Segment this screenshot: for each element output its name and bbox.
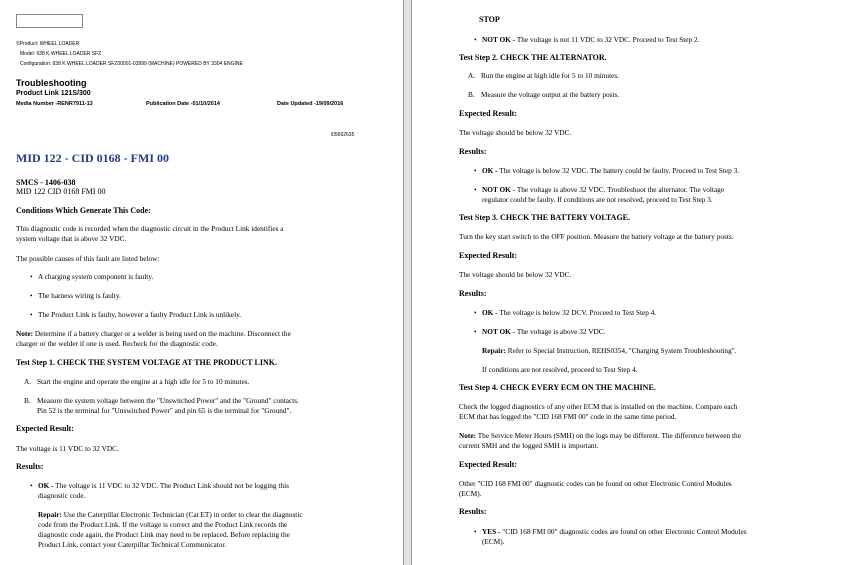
step4-line-1: Check the logged diagnostics of any other ECM that is installed on the machine. Compare each: [459, 402, 738, 411]
expected-heading: Expected Result:: [16, 424, 74, 433]
media-number: Media Number -RENR7911-13: [16, 101, 93, 107]
expected3-text: The voltage should be below 32 VDC.: [459, 270, 572, 279]
stop-label: STOP: [479, 15, 500, 24]
results4-heading: Results:: [459, 507, 487, 516]
step2-b-text: Measure the voltage output at the battery posts.: [481, 90, 620, 99]
note4-line-2: current SMH and the logged SMH is important.: [459, 441, 599, 450]
step1-a-text: Start the engine and operate the engine at a high idle for 5 to 10 minutes.: [37, 377, 250, 386]
publication-date: Publication Date -01/10/2014: [146, 101, 220, 107]
step4-line-2: ECM that has logged the "CID 168 FMI 00" code in the same time period.: [459, 412, 677, 421]
notok1-label: NOT OK -: [482, 35, 516, 44]
result-notok-3: [482, 327, 605, 337]
results2-heading: Results:: [459, 147, 487, 156]
repair-line-3: diagnostic code again, the Product Link may need to be replaced. Before replacing the: [38, 530, 290, 539]
note-label: Note:: [16, 329, 34, 338]
result-ok-line-1: [38, 481, 289, 491]
list-item: • A charging system component is faulty.: [38, 272, 153, 282]
note-line-1: [16, 329, 291, 339]
conditions-line-1: This diagnostic code is recorded when the diagnostic circuit in the Product Link identifies a: [16, 224, 284, 233]
repair-line-1: [38, 510, 303, 520]
page-gutter: [403, 0, 412, 565]
product-line: ©Product: WHEEL LOADER: [16, 41, 80, 47]
result-ok-line-2: diagnostic code.: [38, 491, 86, 500]
results3-heading: Results:: [459, 289, 487, 298]
note-text-1: Determine if a battery charger or a welder is being used on the machine. Disconnect the: [33, 329, 291, 338]
expected2-heading: Expected Result:: [459, 109, 517, 118]
list-item: • The Product Link is faulty, however a faulty Product Link is unlikely.: [38, 310, 241, 320]
notok1-text: The voltage is not 11 VDC to 32 VDC. Proceed to Test Step 2.: [515, 35, 700, 44]
result-notok-2-line-1: [482, 185, 724, 195]
step2-heading: Test Step 2. CHECK THE ALTERNATOR.: [459, 53, 607, 62]
result-ok-2: [482, 166, 739, 176]
repair3-line: [482, 346, 737, 356]
list-item: • The harness wiring is faulty.: [38, 291, 121, 301]
date-updated: Date Updated -19/09/2016: [277, 101, 344, 107]
step1-b-line-1: Measure the system voltage between the "Unswitched Power" and the "Ground" contacts.: [37, 396, 299, 405]
step1-a-letter: A.: [24, 377, 32, 386]
doc-subheading: Product Link 121S/300: [16, 90, 91, 97]
expected4-line-1: Other "CID 168 FMI 00" diagnostic codes can be found on other Electronic Control Modules: [459, 479, 732, 488]
result-yes-line-1: [482, 527, 747, 537]
ok-text: The voltage is 11 VDC to 32 VDC. The Product Link should not be logging this: [53, 481, 289, 490]
model-value: 938 K WHEEL LOADER SFZ: [36, 51, 102, 57]
model-line: [20, 51, 101, 57]
step1-b-letter: B.: [24, 396, 31, 405]
causes-intro: The possible causes of this fault are listed below:: [16, 254, 160, 263]
repair-label: Repair:: [38, 510, 62, 519]
doc-heading: Troubleshooting: [16, 78, 87, 88]
expected-text: The voltage is 11 VDC to 32 VDC.: [16, 444, 119, 453]
step2-b-letter: B.: [468, 90, 475, 99]
right-page: [412, 0, 841, 565]
model-label: Model:: [20, 51, 36, 57]
notok3-text: The voltage is above 32 VDC.: [515, 327, 606, 336]
config-label: Configuration:: [20, 61, 52, 67]
product-value: WHEEL LOADER: [39, 41, 80, 47]
repair-text: Use the Caterpillar Electronic Technician (Cat ET) in order to clear the diagnostic: [61, 510, 303, 519]
yes-text: "CID 168 FMI 00" diagnostic codes are found on other Electronic Control Modules: [500, 527, 747, 536]
step2-a-letter: A.: [468, 71, 476, 80]
result-yes-line-2: (ECM).: [482, 537, 505, 546]
notok3-label: NOT OK -: [482, 327, 516, 336]
step1-heading: Test Step 1. CHECK THE SYSTEM VOLTAGE AT THE PRODUCT LINK.: [16, 358, 277, 367]
step4-heading: Test Step 4. CHECK EVERY ECM ON THE MACHINE.: [459, 383, 656, 392]
config-value: 938 K WHEEL LOADER SFZ00001-03999 (MACHINE) POWERED BY 3304 ENGINE: [52, 61, 243, 67]
expected3-heading: Expected Result:: [459, 251, 517, 260]
note4-text: The Service Meter Hours (SMH) on the logs may be different. The difference between the: [476, 431, 741, 440]
product-label: Product:: [19, 41, 39, 47]
smcs-code: SMCS - 1406-038: [16, 178, 76, 187]
notok2-label: NOT OK -: [482, 185, 516, 194]
ok2-label: OK -: [482, 166, 498, 175]
page-title: MID 122 - CID 0168 - FMI 00: [16, 151, 169, 165]
doc-id: i05662635: [331, 132, 355, 138]
ok3-text: The voltage is below 32 DCV. Proceed to Test Step 4.: [497, 308, 657, 317]
ok3-label: OK -: [482, 308, 498, 317]
step1-b-line-2: Pin 52 is the terminal for "Unswitched Power" and pin 65 is the terminal for "Ground".: [37, 406, 292, 415]
result-notok-2-line-2: regulator could be faulty. If conditions are not resolved, proceed to Test Step 3.: [482, 195, 713, 204]
step3-heading: Test Step 3. CHECK THE BATTERY VOLTAGE.: [459, 213, 631, 222]
repair3-label: Repair:: [482, 346, 506, 355]
blank-header-box: [16, 14, 83, 28]
repair-line-2: code from the Product Link. If the voltage is correct and the Product Link records the: [38, 520, 288, 529]
note4-label: Note:: [459, 431, 477, 440]
conditions-line-2: system voltage that is above 32 VDC.: [16, 234, 127, 243]
note4-line-1: [459, 431, 741, 441]
ok-label: OK -: [38, 481, 54, 490]
ok2-text: The voltage is below 32 VDC. The battery could be faulty. Proceed to Test Step 3.: [497, 166, 740, 175]
note-line-2: charger or the welder if one is used. Recheck for the diagnostic code.: [16, 339, 218, 348]
left-page: [0, 0, 403, 565]
expected4-heading: Expected Result:: [459, 460, 517, 469]
repair3-note: If conditions are not resolved, proceed to Test Step 4.: [482, 365, 638, 374]
results-heading: Results:: [16, 462, 44, 471]
yes-label: YES -: [482, 527, 501, 536]
expected4-line-2: (ECM).: [459, 489, 482, 498]
step2-a-text: Run the engine at high idle for 5 to 10 minutes.: [481, 71, 620, 80]
configuration-line: [20, 61, 243, 67]
repair-line-4: Product Link, contact your Caterpillar Technical Communicator.: [38, 540, 227, 549]
repair3-text: Refer to Special Instruction, REHS0354, "Charging System Troubleshooting".: [505, 346, 737, 355]
result-notok-1: [482, 35, 699, 45]
smcs-subcode: MID 122 CID 0168 FMI 00: [16, 187, 106, 196]
expected2-text: The voltage should be below 32 VDC.: [459, 128, 572, 137]
result-ok-3: [482, 308, 656, 318]
notok2-text: The voltage is above 32 VDC. Troubleshoot the alternator. The voltage: [515, 185, 725, 194]
conditions-heading: Conditions Which Generate This Code:: [16, 206, 151, 215]
step3-text: Turn the key start switch to the OFF position. Measure the battery voltage at the battery posts.: [459, 232, 734, 241]
